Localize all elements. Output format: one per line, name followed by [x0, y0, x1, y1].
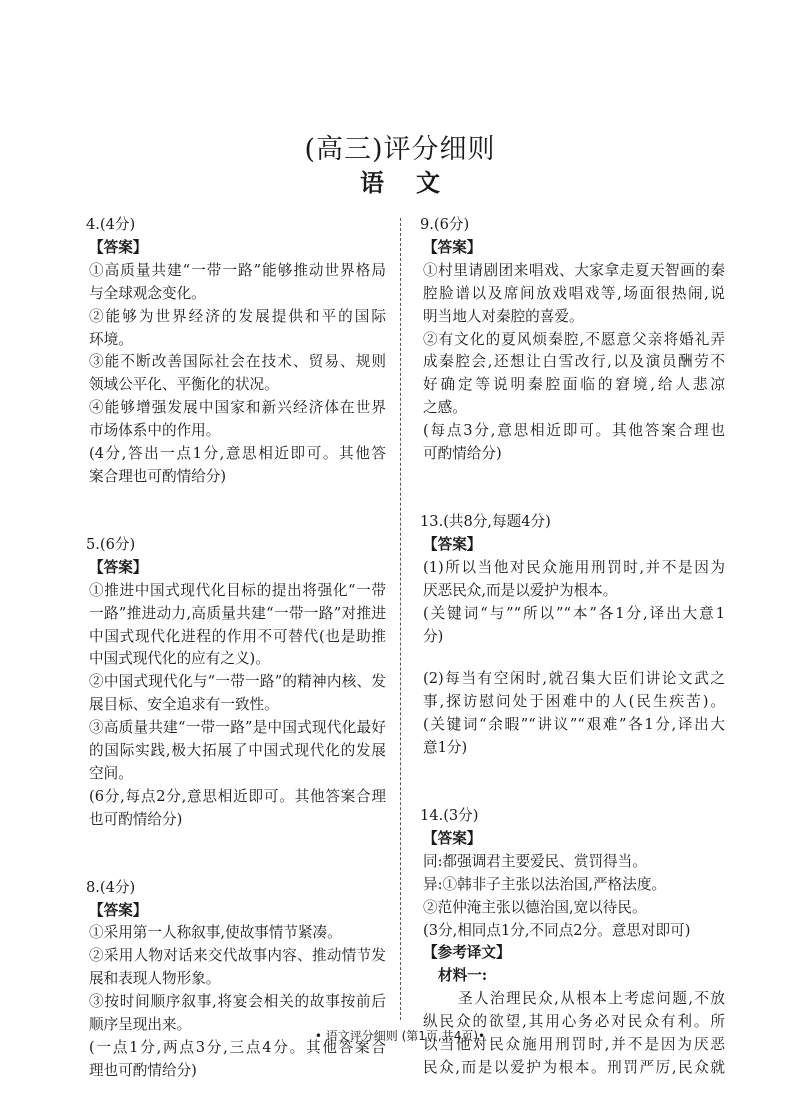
scoring-note: (每点3分,意思相近即可。其他答案合理也	[423, 422, 725, 440]
scoring-note: (关键词“余暇”“讲议”“艰难”各1分,译出大	[423, 716, 725, 734]
answer-tag: 【答案】	[423, 829, 482, 847]
question-4	[86, 214, 386, 489]
answer-line: 与全球观念变化。	[89, 284, 206, 302]
question-number: 5.(6分)	[86, 535, 136, 553]
answer-line: 展和表现人物形象。	[89, 970, 221, 988]
right-column	[420, 214, 725, 1103]
answer-line: ④能够增强发展中国家和新兴经济体在世界	[89, 399, 386, 417]
answer-line: (1)所以当他对民众施用刑罚时,并不是因为	[423, 558, 725, 576]
answer-line: ②范仲淹主张以德治国,宽以待民。	[423, 898, 647, 916]
scoring-note: (关键词“与”“所以”“本”各1分,译出大意1	[423, 604, 725, 622]
answer-line: (2)每当有空闲时,就召集大臣们讲论文武之	[423, 670, 725, 688]
answer-tag: 【答案】	[423, 238, 482, 256]
answer-line: 领域公平化、平衡化的状况。	[89, 376, 279, 394]
scoring-note: 分)	[423, 627, 444, 645]
translation-line: 民众,而是以爱护为根本。刑罚严厉,民众就	[423, 1059, 725, 1076]
answer-line: 腔脸谱以及席间放戏唱戏等,场面很热闹,说	[423, 284, 725, 302]
question-8	[86, 877, 386, 1083]
answer-tag: 【答案】	[423, 535, 482, 553]
scoring-note: 意1分)	[423, 739, 468, 757]
answer-line: ③高质量共建“一带一路”是中国式现代化最好	[89, 719, 386, 737]
scoring-note: 理也可酌情给分)	[89, 1061, 197, 1079]
answer-line: ②能够为世界经济的发展提供和平的国际	[89, 307, 386, 325]
answer-line: 空间。	[89, 764, 133, 782]
answer-line: ②中国式现代化与“一带一路”的精神内核、发	[89, 673, 386, 691]
answer-line: ③按时间顺序叙事,将宴会相关的故事按前后	[89, 993, 386, 1011]
question-number: 14.(3分)	[420, 807, 479, 825]
answer-line: 顺序呈现出来。	[89, 1016, 192, 1034]
page-title: (高三)评分细则	[304, 134, 496, 165]
question-number: 4.(4分)	[86, 216, 136, 233]
answer-line: 明当地人对秦腔的喜爱。	[423, 307, 584, 325]
answer-line: 成秦腔会,还想让白雪改行,以及演员酬劳不	[423, 353, 725, 371]
translation-line: 纵民众的欲望,其用心务必对民众有利。所	[423, 1013, 725, 1031]
answer-line: ③能不断改善国际社会在技术、贸易、规则	[89, 353, 386, 371]
answer-tag: 【答案】	[89, 238, 148, 256]
answer-line: 的国际实践,极大拓展了中国式现代化的发展	[89, 742, 386, 760]
answer-line: 中国式现代化进程的作用不可替代(也是助推	[89, 627, 386, 645]
question-number: 9.(6分)	[420, 216, 470, 233]
answer-tag: 【答案】	[89, 558, 148, 576]
left-column	[86, 214, 386, 1106]
subject-heading: 语文	[360, 168, 472, 197]
answer-line: ①村里请剧团来唱戏、大家拿走夏天智画的秦	[423, 261, 725, 279]
scoring-note: 也可酌情给分)	[89, 810, 183, 828]
answer-line: 好确定等说明秦腔面临的窘境,给人悲凉	[423, 376, 725, 394]
scoring-note: (3分,相同点1分,不同点2分。意思对即可)	[423, 921, 691, 939]
scoring-note: 案合理也可酌情给分)	[89, 467, 227, 485]
answer-line: 厌恶民众,而是以爱护为根本。	[423, 581, 618, 599]
answer-line: 事,探访慰问处于困难中的人(民生疾苦)。	[423, 693, 725, 711]
reference-translation-tag: 【参考译文】	[423, 944, 511, 962]
answer-line: ①高质量共建“一带一路”能够推动世界格局	[89, 261, 386, 279]
answer-line: ①推进中国式现代化目标的提出将强化“一带	[89, 581, 386, 599]
answer-line: 市场体系中的作用。	[89, 422, 221, 440]
translation-line: 以当他对民众施用刑罚时,并不是因为厌恶	[423, 1036, 725, 1054]
question-13	[420, 511, 725, 760]
answer-line: 中国式现代化的应有之义)。	[89, 650, 270, 668]
answer-line: ①采用第一人称叙事,使故事情节紧凑。	[89, 924, 342, 942]
answer-tag: 【答案】	[89, 901, 148, 919]
question-5	[86, 534, 386, 832]
translation-line: 圣人治理民众,从根本上考虑问题,不放	[458, 990, 725, 1008]
answer-line: 展目标、安全追求有一致性。	[89, 696, 279, 714]
scoring-note: (4分,答出一点1分,意思相近即可。其他答	[89, 445, 386, 463]
scoring-note: (一点1分,两点3分,三点4分。其他答案合	[89, 1039, 386, 1056]
answer-line: ②采用人物对话来交代故事内容、推动情节发	[89, 947, 386, 965]
question-number: 13.(共8分,每题4分)	[420, 512, 551, 530]
material-label: 材料一:	[438, 967, 488, 985]
scoring-note: 可酌情给分)	[423, 445, 502, 463]
answer-line: 异:①韩非子主张以法治国,严格法度。	[423, 875, 667, 893]
column-divider	[400, 218, 401, 1020]
page-footer: • 语文评分细则 (第1页,共4页)•	[314, 1029, 486, 1043]
answer-line: ②有文化的夏风烦秦腔,不愿意父亲将婚礼弄	[423, 330, 725, 348]
scoring-note: (6分,每点2分,意思相近即可。其他答案合理	[89, 787, 386, 805]
answer-line: 之感。	[423, 399, 467, 417]
answer-line: 同:都强调君主要爱民、赏罚得当。	[423, 852, 647, 870]
answer-line: 环境。	[89, 330, 133, 348]
question-9	[420, 214, 725, 466]
answer-line: 一路”推进动力,高质量共建“一带一路”对推进	[89, 604, 386, 622]
question-number: 8.(4分)	[86, 878, 136, 896]
